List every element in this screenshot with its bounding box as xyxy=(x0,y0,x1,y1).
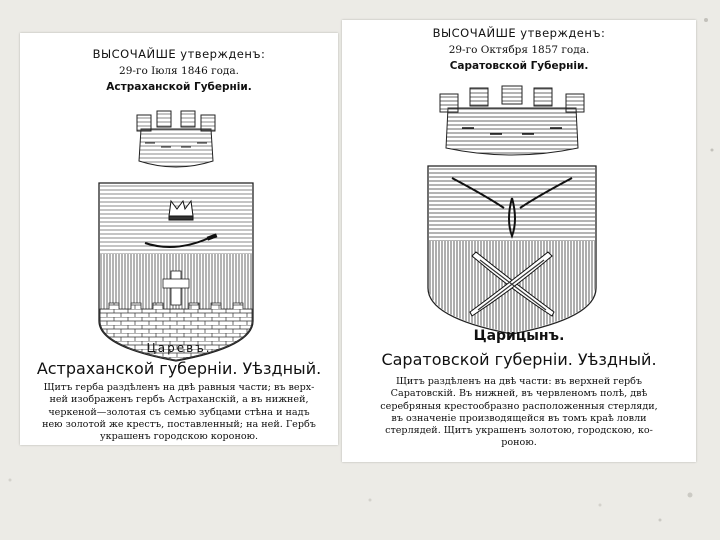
description-line: Щитъ герба раздѣленъ на двѣ равныя части; въ верх- xyxy=(43,382,315,393)
right-district-caption: Саратовской губерніи. Уѣздный. xyxy=(381,350,657,369)
description-line: стерлядей. Щитъ украшенъ золотою, городскою, ко- xyxy=(385,425,653,437)
right-approved-label: ВЫСОЧАЙШЕ утвержденъ: xyxy=(432,26,606,40)
description-line: украшенъ городскою короною. xyxy=(99,431,259,443)
left-province: Астраханской Губерніи. xyxy=(106,81,252,93)
right-coat-of-arms xyxy=(426,80,598,336)
left-mural-crown xyxy=(137,111,215,167)
description-line: черкеной—золотая съ семью зубцами стѣна и надъ xyxy=(48,406,310,418)
description-line: ней изображенъ гербъ Астраханскій, а въ нижней, xyxy=(49,394,309,406)
right-mural-crown xyxy=(440,86,584,155)
right-document-page xyxy=(342,20,696,462)
right-date: 29-го Октября 1857 года. xyxy=(448,44,590,56)
right-province: Саратовской Губерніи. xyxy=(449,60,589,72)
left-district-caption: Астраханской губерніи. Уѣздный. xyxy=(36,359,322,378)
left-description xyxy=(34,382,324,443)
description-line: Щитъ раздѣленъ на двѣ части: въ верхней гербъ xyxy=(395,376,643,387)
right-description xyxy=(356,376,682,450)
left-coat-of-arms xyxy=(97,101,255,363)
left-date: 29-го Іюля 1846 года. xyxy=(119,65,239,77)
right-city-name: Царицынъ. xyxy=(473,328,565,344)
description-line: въ означеніе производящейся въ томъ краѣ ловли xyxy=(391,412,647,424)
description-line: роною. xyxy=(501,437,537,449)
left-approved-label: ВЫСОЧАЙШЕ утвержденъ: xyxy=(92,47,266,61)
left-city-name: Царевъ. xyxy=(146,341,212,355)
astrakhan-crown-icon xyxy=(169,201,193,220)
description-line: Саратовскій. Въ нижней, въ червленомъ полѣ, двѣ xyxy=(390,388,648,400)
description-line: нею золотой же крестъ, поставленный; на ней. Гербъ xyxy=(42,418,316,430)
description-line: серебряныя крестообразно расположенныя стерляди, xyxy=(380,400,658,412)
left-document-page xyxy=(20,33,338,445)
